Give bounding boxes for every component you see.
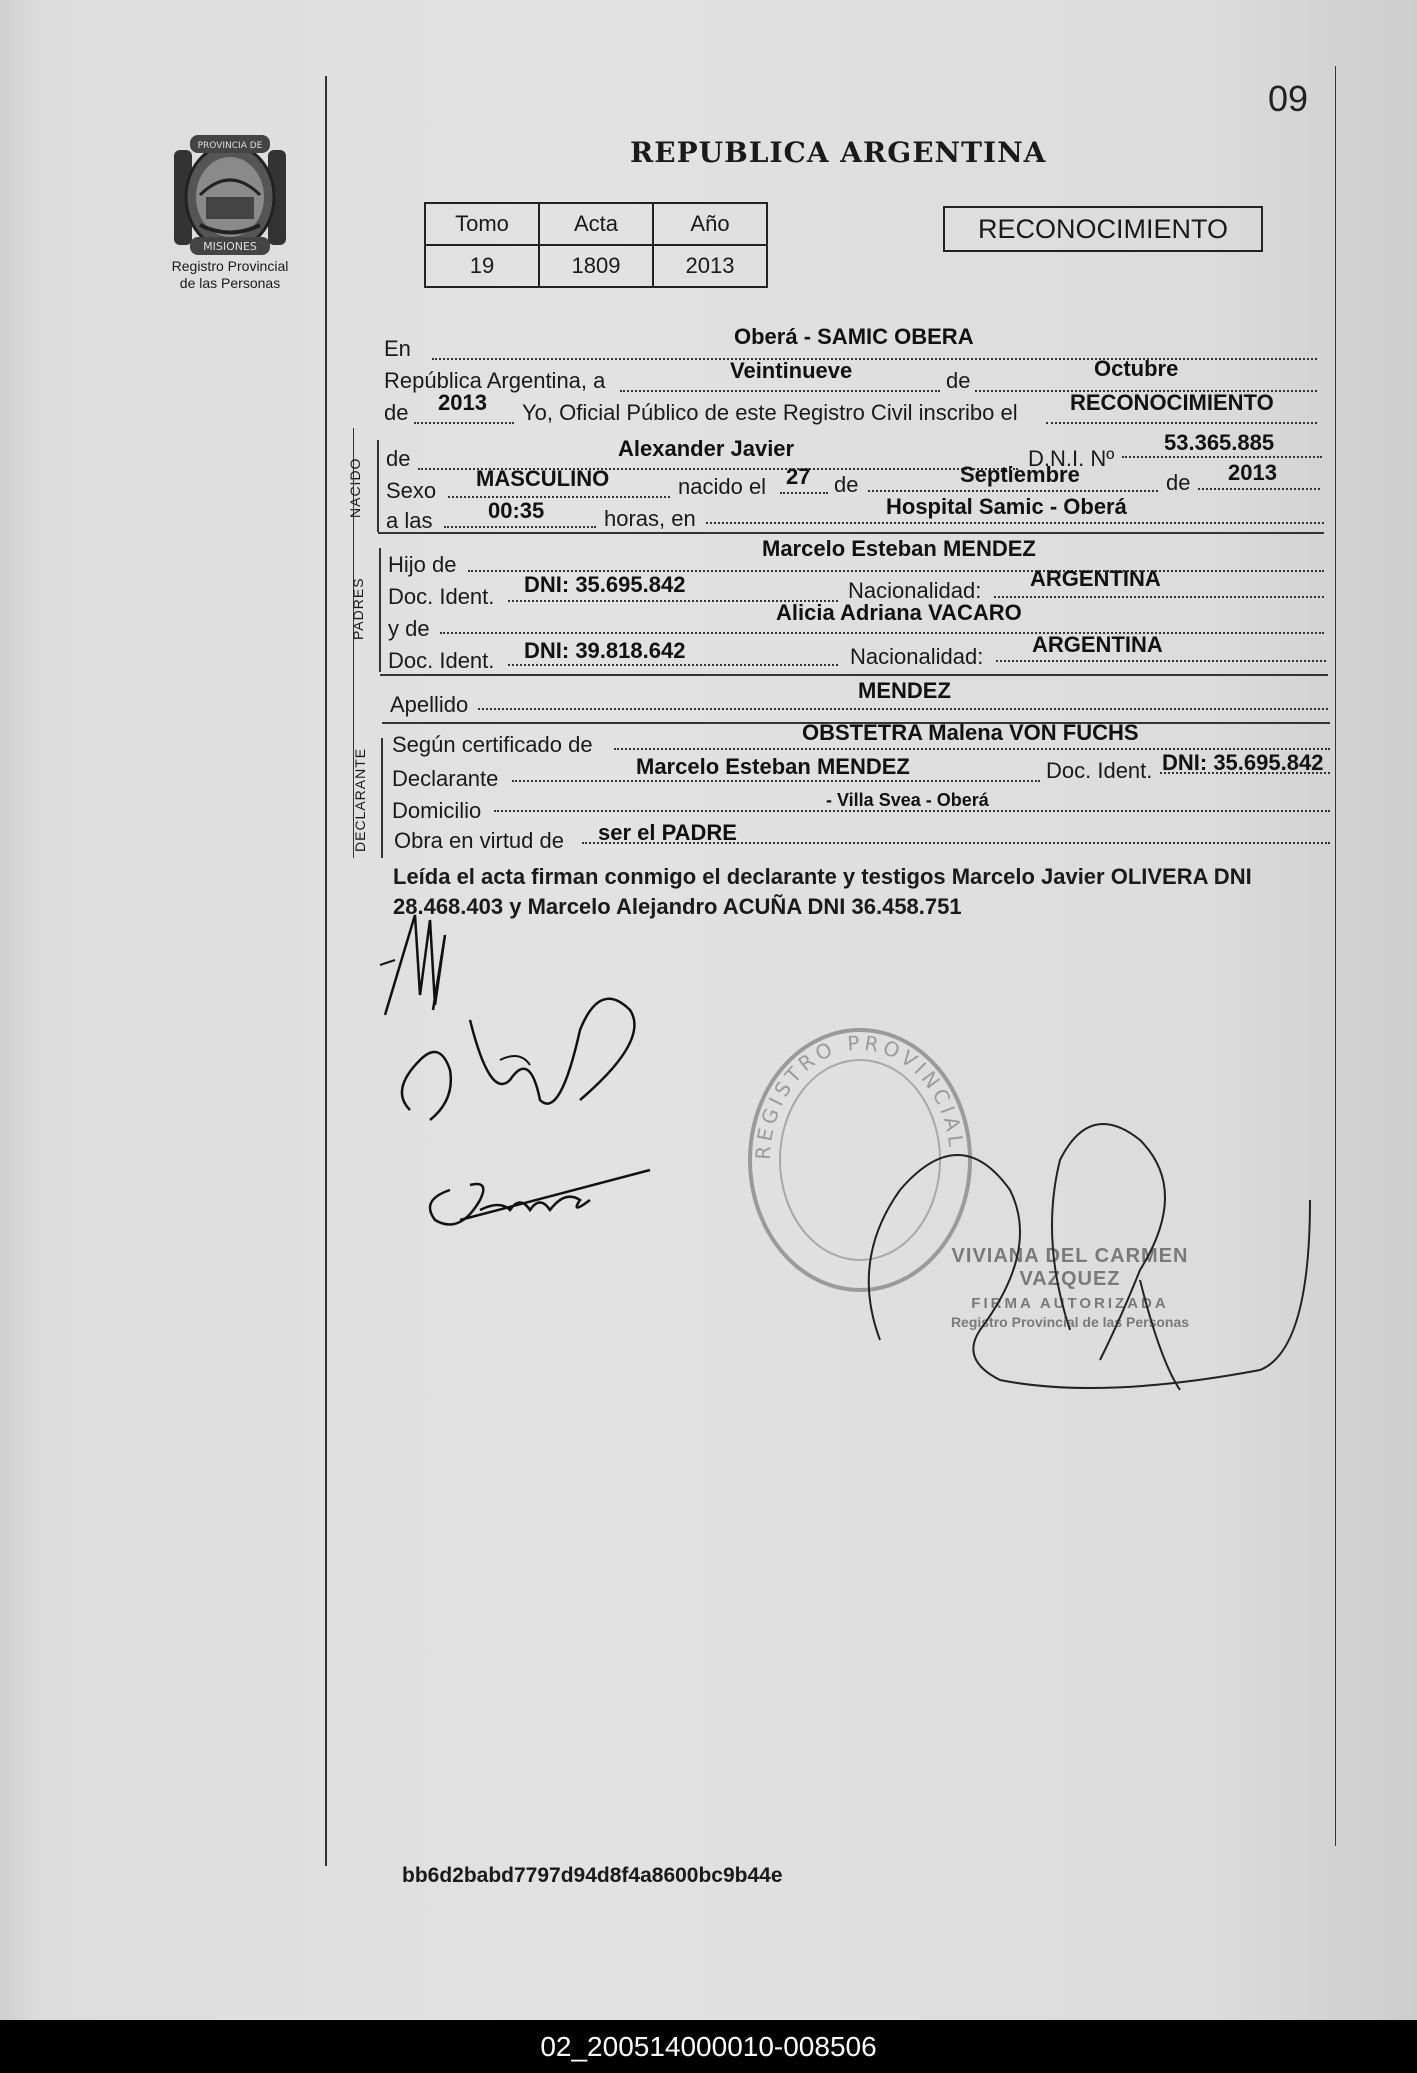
label-de-birth-month: de [834,472,859,497]
value-obra: ser el PADRE [598,820,737,845]
dots-birth-month [868,490,1158,492]
dots-day [620,390,940,392]
label-de-birth-year: de [1166,470,1191,495]
value-day: Veintinueve [730,358,853,383]
bracket-nacido [377,440,379,532]
value-month: Octubre [1094,356,1179,381]
label-declarante: Declarante [392,766,499,791]
reference-table-value-row [425,245,767,287]
value-tomo: 19 [425,245,539,287]
value-place: Hospital Samic - Oberá [886,494,1127,519]
dots-dni [1122,456,1322,458]
separator-padres [380,674,1328,676]
dots-en [432,358,1317,360]
label-cert: Según certificado de [392,732,593,757]
bracket-declarante [381,738,383,858]
label-y-de: y de [388,616,430,641]
value-acta: 1809 [539,245,653,287]
value-mother-doc: DNI: 39.818.642 [524,638,686,663]
logo-top-text: PROVINCIA DE [197,141,263,151]
dots-sexo [448,496,670,498]
round-seal-text: REGISTRO PROVINCIAL [750,1030,969,1161]
value-birth-month: Septiembre [960,462,1080,487]
label-father-nat: Nacionalidad: [848,578,982,603]
logo-caption-line-1: Registro Provincial [171,258,289,274]
value-mother-name: Alicia Adriana VACARO [776,600,1022,625]
dots-birth-year [1198,488,1320,490]
value-declarante: Marcelo Esteban MENDEZ [636,754,910,779]
label-republica: República Argentina, a [384,368,606,393]
label-sexo: Sexo [386,478,437,503]
dots-mother [440,632,1324,634]
value-mother-nat: ARGENTINA [1032,632,1163,657]
label-mother-nat: Nacionalidad: [850,644,984,669]
value-birth-day: 27 [786,464,811,489]
dots-declarante [512,780,1040,782]
label-nacido-de: de [386,446,411,471]
value-en: Oberá - SAMIC OBERA [734,324,974,349]
dots-mother-doc [508,664,838,666]
dots-inscribo [1046,422,1317,424]
label-en: En [384,336,411,361]
value-father-doc: DNI: 35.695.842 [524,572,686,597]
value-dni: 53.365.885 [1164,430,1275,455]
signature-witness-3-icon [420,1140,660,1240]
document-title: REPUBLICA ARGENTINA [630,136,1047,169]
left-margin-line [325,76,327,1866]
document-hash: bb6d2babd7797d94d8f4a8600bc9b44e [402,1864,783,1887]
right-border-line [1335,66,1336,1846]
value-apellido: MENDEZ [858,678,951,703]
header-tomo: Tomo [425,203,539,245]
label-decl-doc: Doc. Ident. [1046,758,1153,783]
label-nacido-el: nacido el [678,474,767,499]
label-de-month: de [946,368,971,393]
header-anio: Año [653,203,767,245]
dots-apellido [478,708,1328,710]
header-acta: Acta [539,203,653,245]
page-number: 09 [1268,78,1309,119]
dots-birth-day [780,492,828,494]
signature-witness-2-icon [380,970,660,1140]
label-a-las: a las [386,508,433,533]
label-dni: D.N.I. Nº [1028,446,1115,471]
label-apellido: Apellido [390,692,469,717]
label-mother-doc: Doc. Ident. [388,648,495,673]
value-sexo: MASCULINO [476,466,610,491]
value-domicilio: - Villa Svea - Oberá [826,790,989,810]
value-birth-year: 2013 [1228,460,1277,485]
value-father-nat: ARGENTINA [1030,566,1161,591]
value-anio: 2013 [653,245,767,287]
label-de-year: de [384,400,409,425]
section-label-nacido: NACIDO [347,457,363,518]
section-label-padres: PADRES [350,577,366,640]
value-cert: OBSTETRA Malena VON FUCHS [802,720,1139,745]
label-domicilio: Domicilio [392,798,482,823]
value-time: 00:35 [488,498,545,523]
dots-year [414,422,514,424]
reference-table [424,202,768,288]
label-obra: Obra en virtud de [394,828,564,853]
separator-nacido [378,532,1324,534]
value-name: Alexander Javier [618,436,795,461]
footer-id-bar: 02_200514000010-008506 [0,2020,1417,2073]
value-decl-doc: DNI: 35.695.842 [1162,750,1324,775]
logo-caption [150,258,310,292]
reference-table-header-row [425,203,767,245]
dots-place [706,522,1324,524]
signature-official-icon [840,1100,1320,1400]
value-father-name: Marcelo Esteban MENDEZ [762,536,1036,561]
act-type-box: RECONOCIMIENTO [943,206,1263,252]
bracket-padres [379,548,381,672]
dots-time [444,526,596,528]
dots-father-nat [994,596,1324,598]
logo-caption-line-2: de las Personas [179,275,281,291]
section-label-declarante: DECLARANTE [352,747,368,852]
official-name: VIVIANA DEL CARMEN VAZQUEZ [951,1245,1189,1290]
official-role: FIRMA AUTORIZADA [971,1295,1169,1312]
label-father-doc: Doc. Ident. [388,584,495,609]
dots-mother-nat [996,660,1326,662]
label-horas-en: horas, en [604,506,696,531]
misiones-logo-icon [160,125,300,260]
logo-bottom-text: MISIONES [203,240,257,253]
official-org: Registro Provincial de las Personas [950,1314,1190,1330]
label-hijo-de: Hijo de [388,552,457,577]
value-year: 2013 [438,390,487,415]
closing-text: Leída el acta firman conmigo el declarante y testigos Marcelo Javier OLIVERA DNI 28.468.403 y Marcelo Alejandro ACUÑA DNI 36.458.751 [393,864,1252,919]
oficial-text: Yo, Oficial Público de este Registro Civil inscribo el [522,400,1018,425]
value-inscribo: RECONOCIMIENTO [1070,390,1274,415]
